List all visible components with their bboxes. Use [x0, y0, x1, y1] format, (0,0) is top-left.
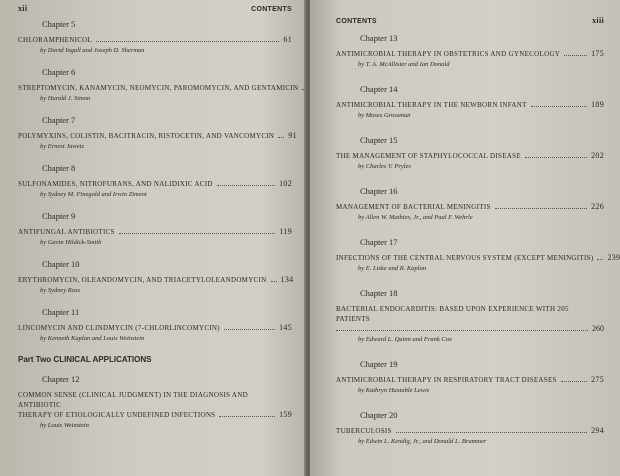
chapter-label: Chapter 7: [42, 115, 76, 125]
leader-row: [336, 324, 604, 334]
chapter-authors: by Sydney M. Finegold and Irwin Ziment: [40, 191, 147, 198]
toc-entry: [18, 259, 292, 294]
chapter-title: STREPTOMYCIN, KANAMYCIN, NEOMYCIN, PAROMOMYCIN, AND GENTAMICIN: [18, 84, 299, 92]
dot-leader: [531, 106, 587, 107]
chapter-label: Chapter 20: [360, 410, 398, 420]
left-running-title: CONTENTS: [251, 6, 292, 13]
page-number: 91: [288, 131, 297, 140]
chapter-label: Chapter 10: [42, 259, 80, 269]
part-heading: Part Two CLINICAL APPLICATIONS: [18, 355, 152, 364]
chapter-title-row: [18, 275, 292, 285]
dot-leader: [217, 185, 275, 186]
page-number: 202: [591, 151, 604, 160]
chapter-authors: by Allen W. Mathies, Jr., and Paul F. Wehrle: [358, 214, 473, 221]
page-number: 134: [280, 275, 294, 284]
chapter-title-row: [18, 83, 299, 93]
toc-entry: [336, 186, 604, 221]
toc-entry: [336, 288, 604, 343]
chapter-title: ANTIMICROBIAL THERAPY IN RESPIRATORY TRACT DISEASES: [336, 376, 557, 384]
chapter-authors: by Louis Weinstein: [40, 422, 89, 429]
right-toc-list: [336, 33, 620, 272]
chapter-label: Chapter 11: [42, 307, 80, 317]
chapter-label: Chapter 6: [42, 67, 76, 77]
page-number: 61: [283, 35, 292, 44]
chapter-title-row: [336, 151, 604, 161]
dot-leader: [495, 208, 587, 209]
chapter-authors: by David Ingall and Joseph D. Sherman: [40, 47, 145, 54]
chapter-title-row: [18, 131, 297, 141]
page-number: 175: [591, 49, 604, 58]
chapter-title-row: [336, 253, 620, 263]
chapter-title: TUBERCULOSIS: [336, 427, 392, 435]
left-toc-list: [18, 19, 299, 342]
dot-leader: [278, 137, 284, 138]
chapter-title: THE MANAGEMENT OF STAPHYLOCOCCAL DISEASE: [336, 152, 521, 160]
dot-leader: [119, 233, 276, 234]
toc-entry: [336, 33, 604, 68]
chapter-title-row: [336, 375, 604, 385]
dot-leader: [525, 157, 587, 158]
page-number: 119: [279, 227, 292, 236]
toc-entry: [336, 359, 604, 394]
chapter-authors: by Harold J. Simon: [40, 95, 91, 102]
toc-entry: [18, 163, 292, 198]
dot-leader: [597, 259, 603, 260]
page-number: 189: [591, 100, 604, 109]
dot-leader: [336, 330, 588, 331]
page-number: 226: [591, 202, 604, 211]
chapter-title-row: [336, 49, 604, 59]
toc-entry: [336, 237, 620, 272]
chapter-authors: by Moses Grossman: [358, 112, 411, 119]
chapter-title: ERYTHROMYCIN, OLEANDOMYCIN, AND TRIACETYLOLEANDOMYCIN: [18, 276, 267, 284]
chapter-label: Chapter 14: [360, 84, 398, 94]
left-folio: xii: [18, 4, 28, 13]
chapter-title-row: [18, 35, 292, 45]
dot-leader: [224, 329, 275, 330]
toc-entry: [18, 115, 297, 150]
toc-entry: [336, 135, 604, 170]
toc-entry: [18, 374, 292, 429]
page-number: 159: [279, 410, 292, 419]
right-running-title: CONTENTS: [336, 18, 377, 25]
chapter-label: Chapter 9: [42, 211, 76, 221]
left-running-head: [18, 4, 292, 13]
chapter-label: Chapter 13: [360, 33, 398, 43]
chapter-title: SULFONAMIDES, NITROFURANS, AND NALIDIXIC ACID: [18, 180, 213, 188]
page-number: 294: [591, 426, 604, 435]
page-number: 239: [607, 253, 620, 262]
chapter-title-row: [18, 323, 292, 333]
chapter-authors: by Kathryn Huxtable Lewis: [358, 387, 430, 394]
chapter-authors: by Gavin Hildick-Smith: [40, 239, 102, 246]
chapter-authors: by T. A. McAllister and Ian Donald: [358, 61, 450, 68]
right-folio: xiii: [592, 16, 604, 25]
dot-leader: [271, 281, 277, 282]
chapter-label: Chapter 15: [360, 135, 398, 145]
chapter-title-row: [18, 179, 292, 189]
dot-leader: [96, 41, 279, 42]
dot-leader: [396, 432, 587, 433]
page-number: 260: [592, 324, 604, 333]
chapter-label: Chapter 17: [360, 237, 398, 247]
dot-leader: [561, 381, 587, 382]
right-running-head: [336, 16, 604, 25]
chapter-label: Chapter 19: [360, 359, 398, 369]
chapter-title: BACTERIAL ENDOCARDITIS: BASED UPON EXPERIENCE WITH 205 PATIENTS: [336, 305, 569, 323]
chapter-title: CHLORAMPHENICOL: [18, 36, 93, 44]
chapter-title-row: [336, 202, 604, 212]
chapter-authors: by Sydney Ross: [40, 287, 81, 294]
left-page: [0, 0, 306, 476]
chapter-label: Chapter 5: [42, 19, 76, 29]
right-toc-list-continued: [336, 359, 604, 445]
chapter-authors: by Edward L. Quinn and Frank Cox: [358, 336, 452, 343]
chapter-title-line-2: [18, 410, 292, 420]
right-page: [310, 0, 620, 476]
chapter-title: POLYMYXINS, COLISTIN, BACITRACIN, RISTOCETIN, AND VANCOMYCIN: [18, 132, 275, 140]
dot-leader: [564, 55, 587, 56]
chapter-title-text: THERAPY OF ETIOLOGICALLY UNDEFINED INFECTIONS: [18, 411, 216, 419]
chapter-authors: by Ernest Jawetz: [40, 143, 85, 150]
toc-entry: [18, 307, 292, 342]
toc-entry: [336, 84, 604, 119]
chapter-label: Chapter 18: [360, 288, 398, 298]
chapter-authors: by Charles V. Pryles: [358, 163, 411, 170]
chapter-title: INFECTIONS OF THE CENTRAL NERVOUS SYSTEM (EXCEPT MENINGITIS): [336, 254, 594, 262]
toc-entry: [18, 211, 292, 246]
chapter-label: Chapter 8: [42, 163, 76, 173]
chapter-title: ANTIMICROBIAL THERAPY IN OBSTETRICS AND GYNECOLOGY: [336, 50, 561, 58]
chapter-title: ANTIFUNGAL ANTIBIOTICS: [18, 228, 115, 236]
toc-entry: [336, 410, 604, 445]
chapter-title: MANAGEMENT OF BACTERIAL MENINGITIS: [336, 203, 491, 211]
page-number: 102: [279, 179, 292, 188]
chapter-authors: by Edwin L. Kendig, Jr., and Donald L. Brummer: [358, 438, 487, 445]
chapter-authors: by Kenneth Kaplan and Louis Weinstein: [40, 335, 145, 342]
toc-entry: [18, 67, 299, 102]
dot-leader: [219, 416, 275, 417]
toc-entry: [18, 19, 292, 54]
chapter-title-line-1: COMMON SENSE (CLINICAL JUDGMENT) IN THE DIAGNOSIS AND ANTIBIOTIC: [18, 391, 248, 409]
chapter-label: Chapter 12: [42, 374, 80, 384]
page-number: 275: [591, 375, 604, 384]
chapter-title-row: [336, 426, 604, 436]
chapter-title-row: [18, 227, 292, 237]
page-number: 145: [279, 323, 292, 332]
chapter-authors: by E. Liske and R. Kaplan: [358, 265, 427, 272]
chapter-label: Chapter 16: [360, 186, 398, 196]
chapter-title: ANTIMICROBIAL THERAPY IN THE NEWBORN INFANT: [336, 101, 527, 109]
chapter-title: LINCOMYCIN AND CLINDMYCIN (7-CHLORLINCOMYCIN): [18, 324, 220, 332]
chapter-title-row: [336, 100, 604, 110]
